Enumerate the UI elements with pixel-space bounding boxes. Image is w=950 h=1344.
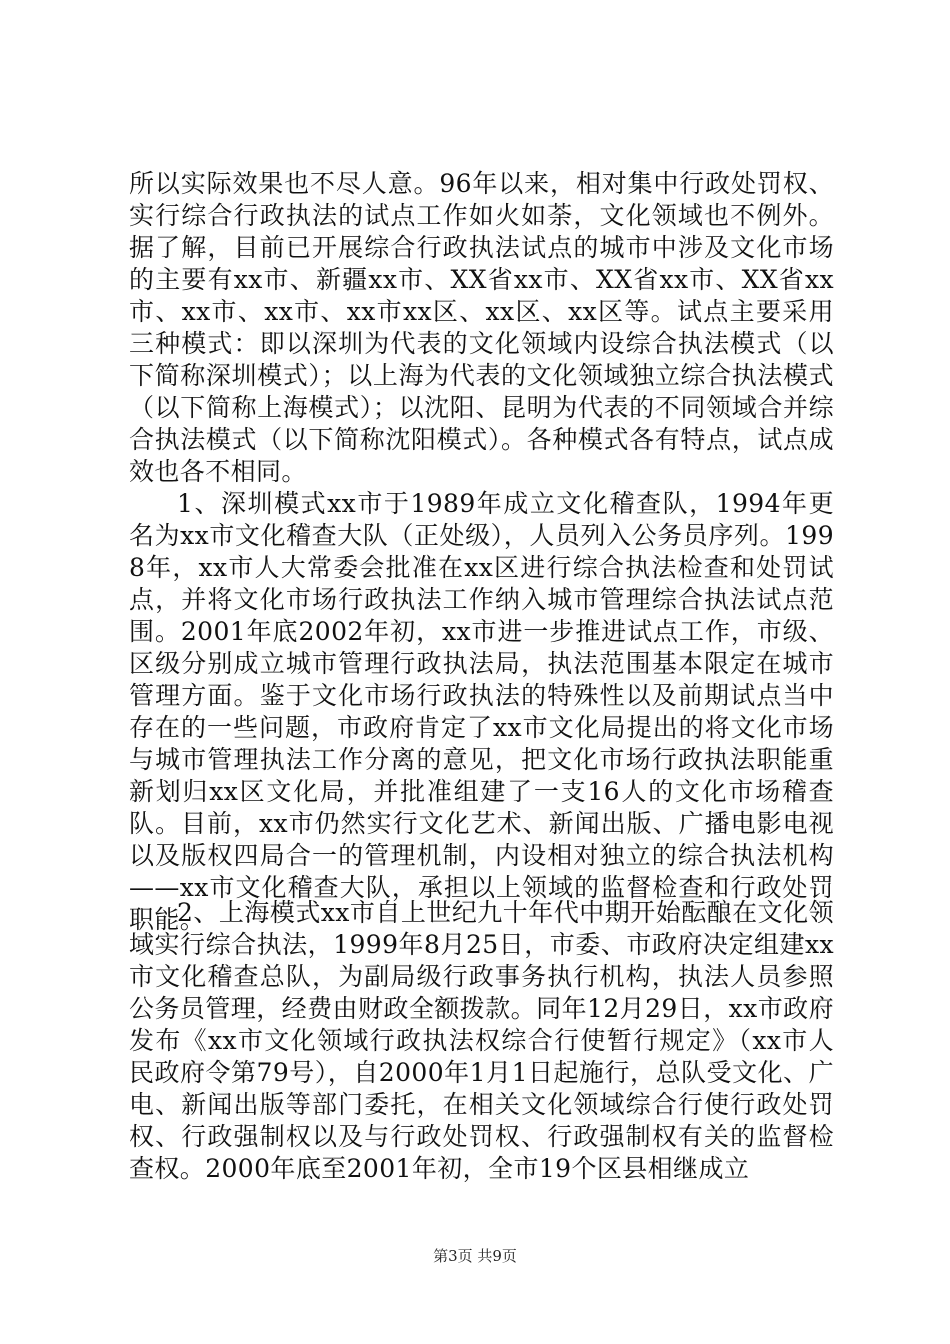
- body-text-top: [129, 168, 834, 936]
- body-text-bottom: [129, 897, 834, 1185]
- paragraph-shanghai-model: 2、上海模式xx市自上世纪九十年代中期开始酝酿在文化领域实行综合执法，1999年8月25日，市委、市政府决定组建xx市文化稽查总队，为副局级行政事务执行机构，执法人员参照公务员管理，经费由财政全额拨款。同年12月29日，xx市政府发布《xx市文化领域行政执法权综合行使暂行规定》（xx市人民政府令第79号），自2000年1月1日起施行，总队受文化、广电、新闻出版等部门委托，在相关文化领域综合行使行政处罚权、行政强制权以及与行政处罚权、行政强制权有关的监督检查权。2000年底至2001年初，全市19个区县相继成立: [129, 898, 834, 1183]
- page-footer: 第3页 共9页: [433, 1247, 517, 1265]
- paragraph-shenzhen-model: 1、深圳模式xx市于1989年成立文化稽查队，1994年更名为xx市文化稽查大队（正处级），人员列入公务员序列。1998年，xx市人大常委会批准在xx区进行综合执法检查和处罚试点，并将文化市场行政执法工作纳入城市管理综合执法试点范围。2001年底2002年初，xx市进一步推进试点工作，市级、区级分别成立城市管理行政执法局，执法范围基本限定在城市管理方面。鉴于文化市场行政执法的特殊性以及前期试点当中存在的一些问题，市政府肯定了xx市文化局提出的将文化市场与城市管理执法工作分离的意见，把文化市场行政执法职能重新划归xx区文化局，并批准组建了一支16人的文化市场稽查队。目前，xx市仍然实行文化艺术、新闻出版、广播电影电视以及版权四局合一的管理机制，内设相对独立的综合执法机构——xx市文化稽查大队，承担以上领域的监督检查和行政处罚职能。: [129, 489, 834, 934]
- paragraph-intro: 所以实际效果也不尽人意。96年以来，相对集中行政处罚权、实行综合行政执法的试点工作如火如荼，文化领域也不例外。据了解，目前已开展综合行政执法试点的城市中涉及文化市场的主要有xx市、新疆xx市、XX省xx市、XX省xx市、XX省xx市、xx市、xx市、xx市xx区、xx区、xx区等。试点主要采用三种模式：即以深圳为代表的文化领域内设综合执法模式（以下简称深圳模式）；以上海为代表的文化领域独立综合执法模式（以下简称上海模式）；以沈阳、昆明为代表的不同领域合并综合执法模式（以下简称沈阳模式）。各种模式各有特点，试点成效也各不相同。: [129, 169, 834, 486]
